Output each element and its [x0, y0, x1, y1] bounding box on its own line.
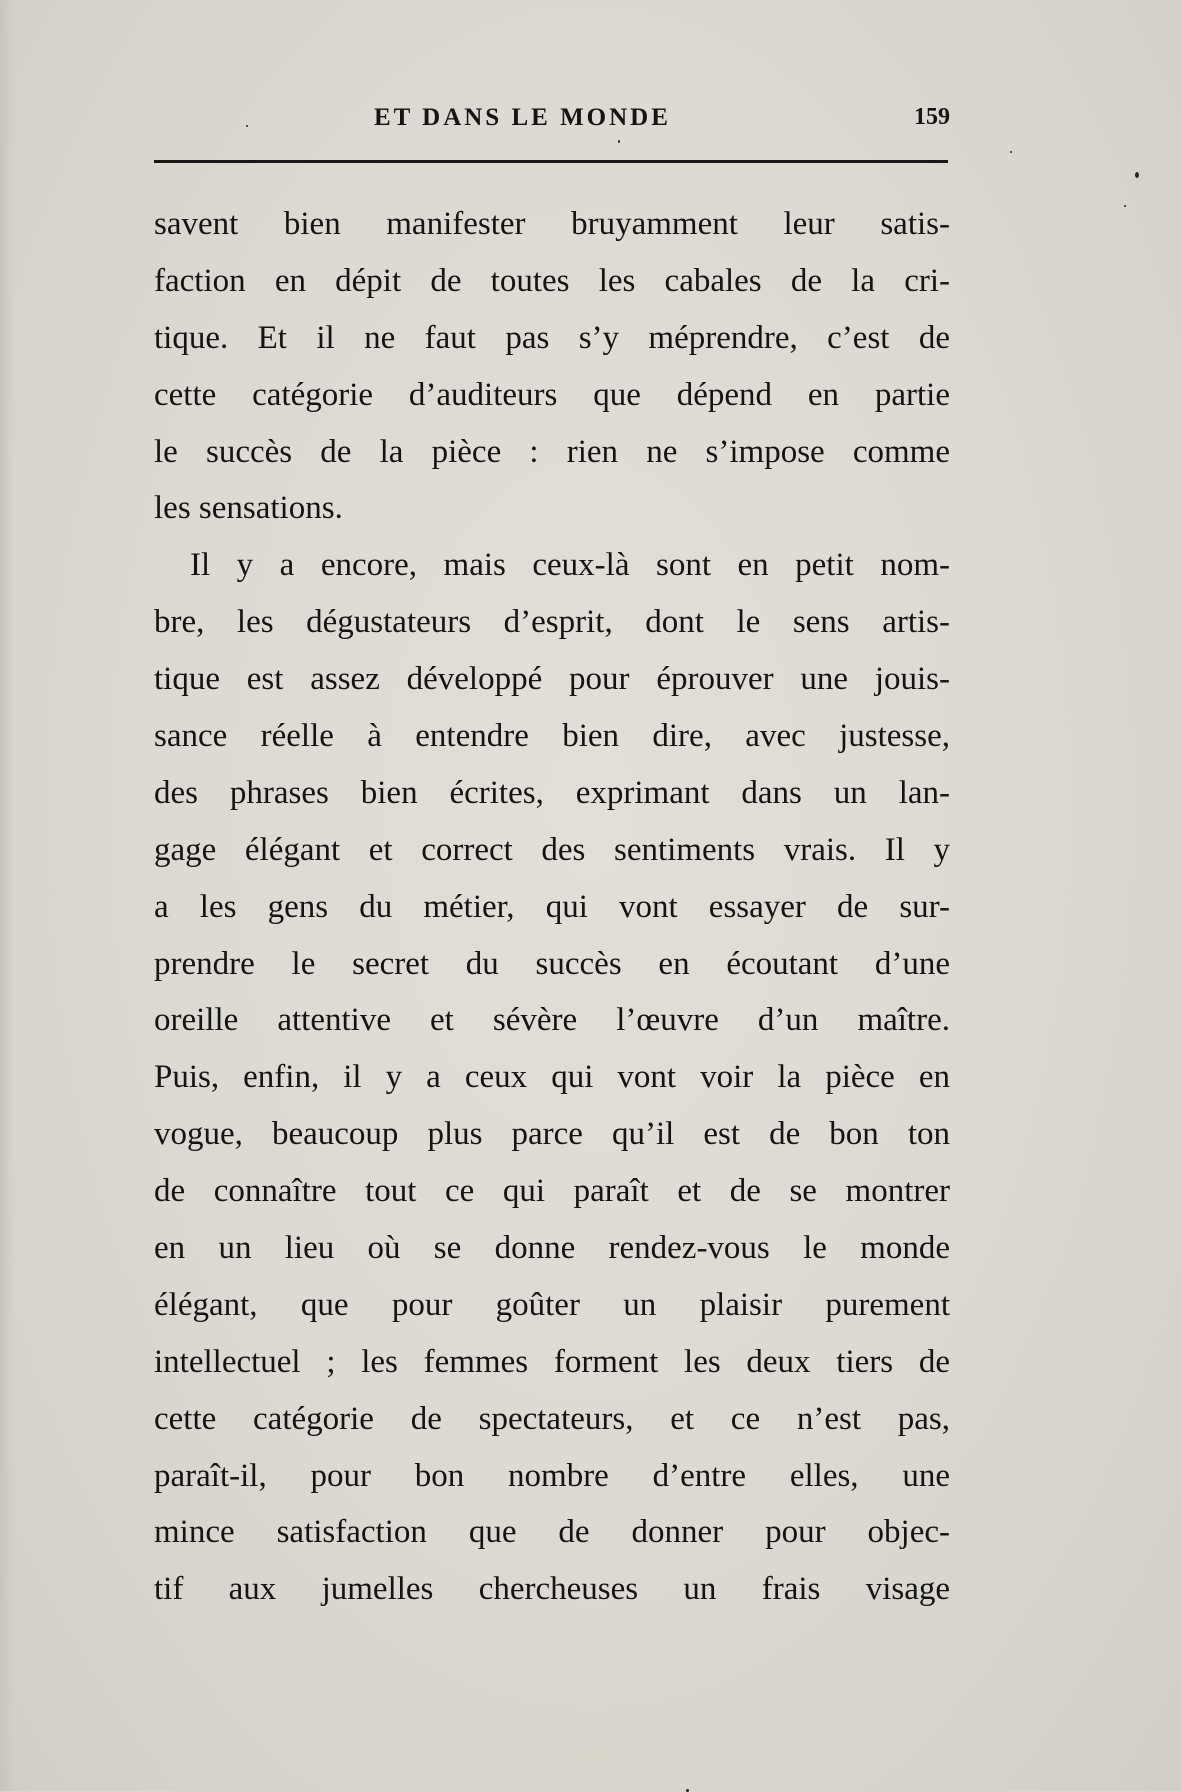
page-number: 159: [914, 104, 950, 130]
text-line: vogue, beaucoup plus parce qu’il est de bon ton: [154, 1116, 950, 1153]
text-line: le succès de la pièce : rien ne s’impose comme: [154, 433, 950, 470]
paragraph-start-line: Il y a encore, mais ceux-là sont en petit nom-: [190, 547, 950, 584]
text-line: intellectuel ; les femmes forment les deux tiers de: [154, 1343, 950, 1380]
text-line: en un lieu où se donne rendez-vous le monde: [154, 1230, 950, 1267]
text-line: tique est assez développé pour éprouver une jouis-: [154, 661, 950, 698]
text-line: a les gens du métier, qui vont essayer de sur-: [154, 888, 950, 925]
text-line: faction en dépit de toutes les cabales de la cri-: [154, 262, 950, 299]
page-edge-shadow: [0, 0, 14, 1791]
text-line: gage élégant et correct des sentiments vrais. Il y: [154, 831, 950, 868]
paper-speck: [1135, 172, 1139, 178]
text-line: de connaître tout ce qui paraît et de se montrer: [154, 1173, 950, 1210]
text-line: tique. Et il ne faut pas s’y méprendre, c’est de: [154, 319, 950, 356]
paper-speck: [246, 125, 248, 127]
text-line: mince satisfaction que de donner pour objec-: [154, 1514, 950, 1551]
paper-speck: [618, 140, 620, 143]
body-text: [154, 196, 950, 1618]
text-line: prendre le secret du succès en écoutant d’une: [154, 945, 950, 982]
text-line: Puis, enfin, il y a ceux qui vont voir la pièce en: [154, 1059, 950, 1096]
text-line: savent bien manifester bruyamment leur satis-: [154, 206, 950, 242]
text-line: cette catégorie de spectateurs, et ce n’est pas,: [154, 1400, 950, 1437]
text-line: oreille attentive et sévère l’œuvre d’un maître.: [154, 1002, 950, 1039]
text-line: bre, les dégustateurs d’esprit, dont le sens artis-: [154, 604, 950, 641]
text-line: cette catégorie d’auditeurs que dépend en partie: [154, 376, 950, 413]
text-line: élégant, que pour goûter un plaisir purement: [154, 1286, 950, 1323]
text-line: tif aux jumelles chercheuses un frais visage: [154, 1571, 950, 1608]
running-header: [154, 104, 950, 138]
running-title: ET DANS LE MONDE: [374, 104, 671, 131]
text-line: des phrases bien écrites, exprimant dans un lan-: [154, 774, 950, 811]
paper-speck: [1124, 205, 1126, 207]
paper-speck: [1010, 151, 1012, 153]
text-line: les sensations.: [154, 490, 343, 527]
text-line: sance réelle à entendre bien dire, avec justesse,: [154, 718, 950, 755]
text-line: paraît-il, pour bon nombre d’entre elles, une: [154, 1457, 950, 1494]
header-rule: [154, 160, 948, 163]
